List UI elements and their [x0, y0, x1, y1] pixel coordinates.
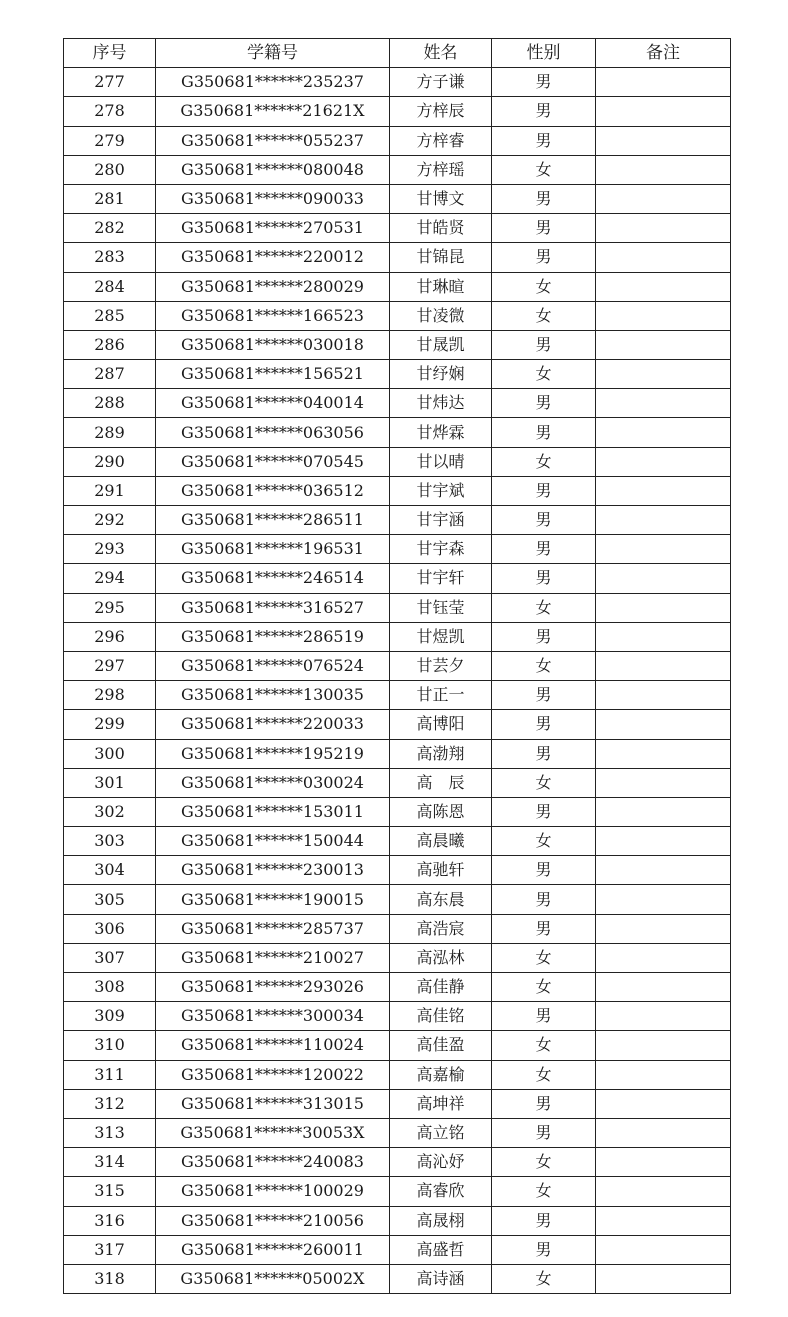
- cell-remark: [596, 681, 731, 710]
- cell-student-id: G350681******076524: [156, 651, 390, 680]
- cell-gender: 女: [492, 155, 596, 184]
- cell-remark: [596, 1002, 731, 1031]
- cell-remark: [596, 243, 731, 272]
- cell-name: 高泓林: [390, 943, 492, 972]
- cell-student-id: G350681******210056: [156, 1206, 390, 1235]
- cell-serial-number: 297: [64, 651, 156, 680]
- cell-student-id: G350681******300034: [156, 1002, 390, 1031]
- cell-name: 甘纾娴: [390, 360, 492, 389]
- header-gender: 性别: [492, 39, 596, 68]
- cell-serial-number: 318: [64, 1264, 156, 1293]
- cell-student-id: G350681******100029: [156, 1177, 390, 1206]
- cell-student-id: G350681******235237: [156, 68, 390, 97]
- table-row: [64, 68, 731, 97]
- cell-student-id: G350681******210027: [156, 943, 390, 972]
- cell-name: 甘炜达: [390, 389, 492, 418]
- table-row: [64, 885, 731, 914]
- cell-remark: [596, 943, 731, 972]
- cell-serial-number: 310: [64, 1031, 156, 1060]
- cell-gender: 男: [492, 622, 596, 651]
- cell-name: 高佳静: [390, 973, 492, 1002]
- cell-name: 甘正一: [390, 681, 492, 710]
- cell-gender: 女: [492, 1060, 596, 1089]
- cell-serial-number: 300: [64, 739, 156, 768]
- cell-student-id: G350681******130035: [156, 681, 390, 710]
- cell-serial-number: 302: [64, 797, 156, 826]
- cell-serial-number: 305: [64, 885, 156, 914]
- table-row: [64, 827, 731, 856]
- cell-gender: 女: [492, 1264, 596, 1293]
- table-row: [64, 389, 731, 418]
- cell-student-id: G350681******196531: [156, 535, 390, 564]
- cell-name: 甘烨霖: [390, 418, 492, 447]
- cell-serial-number: 289: [64, 418, 156, 447]
- cell-gender: 男: [492, 797, 596, 826]
- cell-name: 方子谦: [390, 68, 492, 97]
- table-row: [64, 155, 731, 184]
- cell-gender: 女: [492, 1177, 596, 1206]
- table-header: [64, 39, 731, 68]
- cell-student-id: G350681******30053X: [156, 1118, 390, 1147]
- cell-student-id: G350681******220033: [156, 710, 390, 739]
- cell-gender: 男: [492, 739, 596, 768]
- cell-student-id: G350681******286519: [156, 622, 390, 651]
- cell-name: 甘琳暄: [390, 272, 492, 301]
- cell-gender: 女: [492, 447, 596, 476]
- cell-gender: 男: [492, 418, 596, 447]
- cell-remark: [596, 68, 731, 97]
- table-row: [64, 97, 731, 126]
- table-row: [64, 272, 731, 301]
- cell-serial-number: 278: [64, 97, 156, 126]
- cell-student-id: G350681******150044: [156, 827, 390, 856]
- cell-remark: [596, 768, 731, 797]
- cell-student-id: G350681******240083: [156, 1148, 390, 1177]
- cell-remark: [596, 564, 731, 593]
- cell-gender: 男: [492, 564, 596, 593]
- cell-student-id: G350681******285737: [156, 914, 390, 943]
- cell-name: 高渤翔: [390, 739, 492, 768]
- cell-gender: 男: [492, 214, 596, 243]
- cell-student-id: G350681******313015: [156, 1089, 390, 1118]
- cell-gender: 男: [492, 1235, 596, 1264]
- cell-student-id: G350681******190015: [156, 885, 390, 914]
- cell-serial-number: 290: [64, 447, 156, 476]
- table-row: [64, 301, 731, 330]
- cell-remark: [596, 973, 731, 1002]
- cell-serial-number: 314: [64, 1148, 156, 1177]
- cell-gender: 女: [492, 360, 596, 389]
- cell-remark: [596, 301, 731, 330]
- table-row: [64, 856, 731, 885]
- cell-student-id: G350681******195219: [156, 739, 390, 768]
- table-row: [64, 360, 731, 389]
- cell-name: 高 辰: [390, 768, 492, 797]
- table-row: [64, 943, 731, 972]
- cell-name: 甘宇森: [390, 535, 492, 564]
- cell-gender: 男: [492, 243, 596, 272]
- cell-serial-number: 282: [64, 214, 156, 243]
- cell-student-id: G350681******090033: [156, 184, 390, 213]
- cell-name: 高浩宸: [390, 914, 492, 943]
- cell-serial-number: 291: [64, 476, 156, 505]
- cell-name: 甘钰莹: [390, 593, 492, 622]
- table-row: [64, 681, 731, 710]
- cell-name: 甘宇轩: [390, 564, 492, 593]
- cell-serial-number: 281: [64, 184, 156, 213]
- table-row: [64, 973, 731, 1002]
- cell-name: 方梓瑶: [390, 155, 492, 184]
- cell-remark: [596, 885, 731, 914]
- table-row: [64, 564, 731, 593]
- cell-gender: 男: [492, 506, 596, 535]
- cell-serial-number: 316: [64, 1206, 156, 1235]
- cell-remark: [596, 476, 731, 505]
- cell-student-id: G350681******21621X: [156, 97, 390, 126]
- table-row: [64, 768, 731, 797]
- cell-remark: [596, 214, 731, 243]
- cell-student-id: G350681******063056: [156, 418, 390, 447]
- header-name: 姓名: [390, 39, 492, 68]
- cell-student-id: G350681******316527: [156, 593, 390, 622]
- cell-gender: 男: [492, 97, 596, 126]
- cell-name: 高坤祥: [390, 1089, 492, 1118]
- cell-serial-number: 306: [64, 914, 156, 943]
- cell-name: 高睿欣: [390, 1177, 492, 1206]
- cell-serial-number: 284: [64, 272, 156, 301]
- table-body: [64, 68, 731, 1294]
- cell-serial-number: 288: [64, 389, 156, 418]
- cell-gender: 女: [492, 768, 596, 797]
- cell-serial-number: 313: [64, 1118, 156, 1147]
- cell-student-id: G350681******156521: [156, 360, 390, 389]
- cell-gender: 男: [492, 710, 596, 739]
- cell-gender: 女: [492, 973, 596, 1002]
- cell-student-id: G350681******05002X: [156, 1264, 390, 1293]
- cell-name: 甘锦昆: [390, 243, 492, 272]
- cell-name: 高晨曦: [390, 827, 492, 856]
- table-row: [64, 418, 731, 447]
- cell-gender: 男: [492, 681, 596, 710]
- cell-student-id: G350681******230013: [156, 856, 390, 885]
- cell-name: 高博阳: [390, 710, 492, 739]
- cell-name: 甘宇涵: [390, 506, 492, 535]
- cell-gender: 男: [492, 184, 596, 213]
- cell-student-id: G350681******220012: [156, 243, 390, 272]
- cell-remark: [596, 535, 731, 564]
- cell-remark: [596, 1060, 731, 1089]
- cell-gender: 女: [492, 651, 596, 680]
- cell-name: 高东晨: [390, 885, 492, 914]
- cell-remark: [596, 330, 731, 359]
- cell-remark: [596, 739, 731, 768]
- cell-name: 高盛哲: [390, 1235, 492, 1264]
- cell-remark: [596, 506, 731, 535]
- cell-student-id: G350681******110024: [156, 1031, 390, 1060]
- cell-remark: [596, 1206, 731, 1235]
- cell-name: 甘凌微: [390, 301, 492, 330]
- cell-name: 方梓睿: [390, 126, 492, 155]
- cell-student-id: G350681******030024: [156, 768, 390, 797]
- cell-remark: [596, 155, 731, 184]
- cell-gender: 女: [492, 1148, 596, 1177]
- cell-remark: [596, 1148, 731, 1177]
- cell-remark: [596, 797, 731, 826]
- cell-gender: 男: [492, 1118, 596, 1147]
- cell-student-id: G350681******055237: [156, 126, 390, 155]
- table-row: [64, 739, 731, 768]
- cell-remark: [596, 418, 731, 447]
- table-row: [64, 126, 731, 155]
- cell-student-id: G350681******280029: [156, 272, 390, 301]
- cell-remark: [596, 1089, 731, 1118]
- cell-gender: 男: [492, 1206, 596, 1235]
- cell-student-id: G350681******246514: [156, 564, 390, 593]
- cell-gender: 男: [492, 68, 596, 97]
- cell-serial-number: 304: [64, 856, 156, 885]
- cell-student-id: G350681******270531: [156, 214, 390, 243]
- cell-serial-number: 301: [64, 768, 156, 797]
- table-row: [64, 1264, 731, 1293]
- cell-name: 高佳盈: [390, 1031, 492, 1060]
- cell-gender: 男: [492, 885, 596, 914]
- cell-name: 高立铭: [390, 1118, 492, 1147]
- cell-serial-number: 298: [64, 681, 156, 710]
- table-row: [64, 243, 731, 272]
- cell-name: 甘芸夕: [390, 651, 492, 680]
- cell-name: 甘煜凯: [390, 622, 492, 651]
- cell-name: 高嘉榆: [390, 1060, 492, 1089]
- table-row: [64, 797, 731, 826]
- table-row: [64, 330, 731, 359]
- table-row: [64, 214, 731, 243]
- cell-remark: [596, 622, 731, 651]
- cell-name: 高晟栩: [390, 1206, 492, 1235]
- cell-remark: [596, 447, 731, 476]
- cell-remark: [596, 360, 731, 389]
- table-row: [64, 184, 731, 213]
- table-row: [64, 535, 731, 564]
- table-row: [64, 622, 731, 651]
- cell-remark: [596, 593, 731, 622]
- cell-name: 甘皓贤: [390, 214, 492, 243]
- cell-gender: 男: [492, 389, 596, 418]
- header-row: [64, 39, 731, 68]
- cell-serial-number: 292: [64, 506, 156, 535]
- cell-remark: [596, 126, 731, 155]
- cell-student-id: G350681******030018: [156, 330, 390, 359]
- cell-serial-number: 307: [64, 943, 156, 972]
- table-row: [64, 593, 731, 622]
- cell-gender: 女: [492, 301, 596, 330]
- cell-gender: 女: [492, 593, 596, 622]
- cell-serial-number: 279: [64, 126, 156, 155]
- cell-student-id: G350681******036512: [156, 476, 390, 505]
- cell-name: 甘宇斌: [390, 476, 492, 505]
- header-serial-number: 序号: [64, 39, 156, 68]
- cell-gender: 男: [492, 535, 596, 564]
- cell-serial-number: 280: [64, 155, 156, 184]
- cell-gender: 男: [492, 1002, 596, 1031]
- table-row: [64, 1148, 731, 1177]
- cell-serial-number: 308: [64, 973, 156, 1002]
- cell-serial-number: 286: [64, 330, 156, 359]
- table-row: [64, 1002, 731, 1031]
- table-row: [64, 1031, 731, 1060]
- table-row: [64, 1235, 731, 1264]
- cell-serial-number: 296: [64, 622, 156, 651]
- cell-remark: [596, 710, 731, 739]
- cell-name: 高佳铭: [390, 1002, 492, 1031]
- table-row: [64, 476, 731, 505]
- cell-gender: 男: [492, 476, 596, 505]
- cell-student-id: G350681******070545: [156, 447, 390, 476]
- cell-serial-number: 295: [64, 593, 156, 622]
- header-remark: 备注: [596, 39, 731, 68]
- cell-gender: 男: [492, 856, 596, 885]
- cell-serial-number: 315: [64, 1177, 156, 1206]
- cell-student-id: G350681******040014: [156, 389, 390, 418]
- cell-gender: 男: [492, 1089, 596, 1118]
- cell-serial-number: 287: [64, 360, 156, 389]
- cell-remark: [596, 1118, 731, 1147]
- cell-name: 方梓辰: [390, 97, 492, 126]
- table-row: [64, 506, 731, 535]
- table-row: [64, 447, 731, 476]
- cell-remark: [596, 914, 731, 943]
- cell-remark: [596, 1235, 731, 1264]
- cell-remark: [596, 272, 731, 301]
- table-row: [64, 1060, 731, 1089]
- table-row: [64, 1089, 731, 1118]
- cell-name: 甘博文: [390, 184, 492, 213]
- cell-student-id: G350681******166523: [156, 301, 390, 330]
- cell-student-id: G350681******260011: [156, 1235, 390, 1264]
- cell-remark: [596, 389, 731, 418]
- cell-remark: [596, 1031, 731, 1060]
- cell-remark: [596, 827, 731, 856]
- cell-serial-number: 311: [64, 1060, 156, 1089]
- cell-gender: 男: [492, 914, 596, 943]
- cell-gender: 女: [492, 827, 596, 856]
- cell-student-id: G350681******080048: [156, 155, 390, 184]
- table-row: [64, 1177, 731, 1206]
- cell-student-id: G350681******120022: [156, 1060, 390, 1089]
- cell-name: 高诗涵: [390, 1264, 492, 1293]
- cell-student-id: G350681******286511: [156, 506, 390, 535]
- cell-serial-number: 283: [64, 243, 156, 272]
- cell-serial-number: 299: [64, 710, 156, 739]
- cell-student-id: G350681******153011: [156, 797, 390, 826]
- cell-name: 高沁妤: [390, 1148, 492, 1177]
- table-row: [64, 914, 731, 943]
- cell-serial-number: 312: [64, 1089, 156, 1118]
- cell-remark: [596, 1264, 731, 1293]
- cell-serial-number: 317: [64, 1235, 156, 1264]
- student-roster-table: [63, 38, 731, 1294]
- table-row: [64, 651, 731, 680]
- cell-name: 高陈恩: [390, 797, 492, 826]
- cell-gender: 女: [492, 943, 596, 972]
- cell-remark: [596, 651, 731, 680]
- cell-gender: 男: [492, 126, 596, 155]
- cell-remark: [596, 1177, 731, 1206]
- cell-name: 高驰轩: [390, 856, 492, 885]
- table-row: [64, 1118, 731, 1147]
- table-row: [64, 710, 731, 739]
- cell-gender: 男: [492, 330, 596, 359]
- cell-remark: [596, 97, 731, 126]
- cell-name: 甘晟凯: [390, 330, 492, 359]
- cell-remark: [596, 856, 731, 885]
- cell-serial-number: 277: [64, 68, 156, 97]
- cell-name: 甘以晴: [390, 447, 492, 476]
- cell-student-id: G350681******293026: [156, 973, 390, 1002]
- table-row: [64, 1206, 731, 1235]
- cell-serial-number: 293: [64, 535, 156, 564]
- cell-remark: [596, 184, 731, 213]
- cell-gender: 女: [492, 272, 596, 301]
- cell-serial-number: 285: [64, 301, 156, 330]
- header-student-id: 学籍号: [156, 39, 390, 68]
- cell-gender: 女: [492, 1031, 596, 1060]
- cell-serial-number: 294: [64, 564, 156, 593]
- cell-serial-number: 303: [64, 827, 156, 856]
- cell-serial-number: 309: [64, 1002, 156, 1031]
